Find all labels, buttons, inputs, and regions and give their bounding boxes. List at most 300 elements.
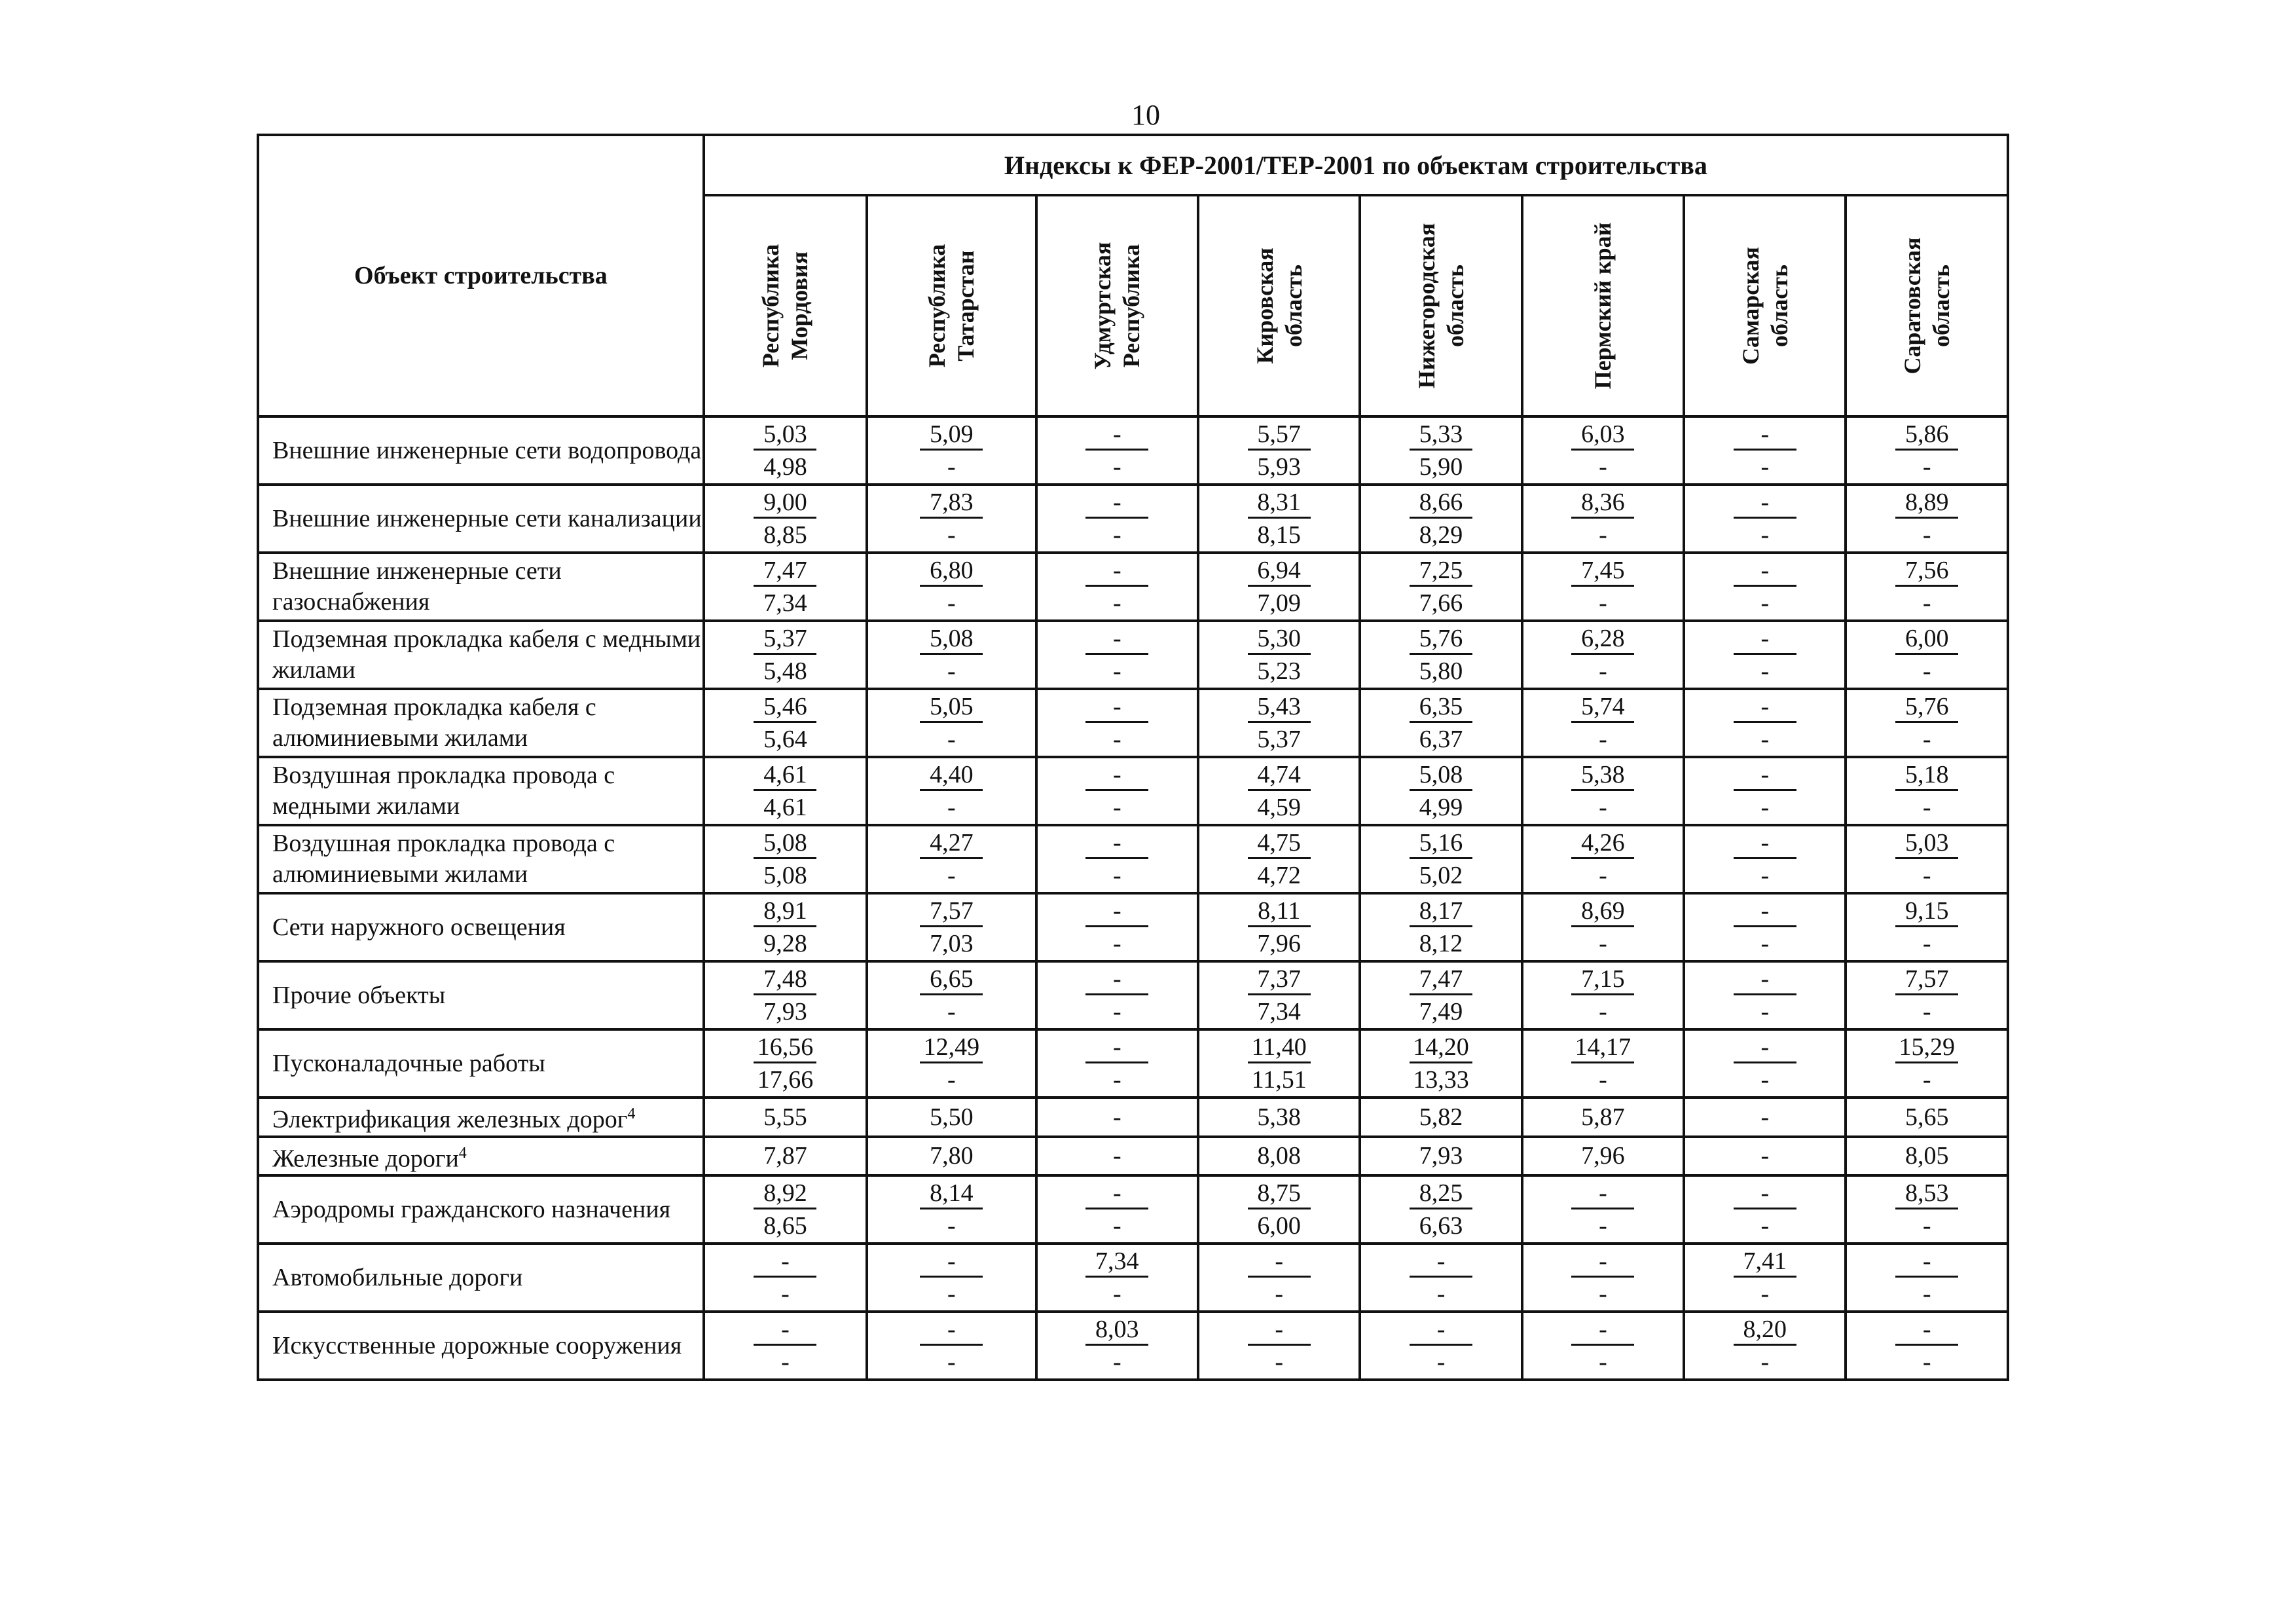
value-cell	[704, 893, 867, 961]
index-value-top: 5,86	[1895, 420, 1958, 451]
index-top-wrap	[1685, 1313, 1844, 1346]
index-value-bottom: -	[1112, 1212, 1121, 1240]
index-top-wrap	[1523, 758, 1683, 791]
index-top-wrap	[868, 486, 1034, 519]
value-cell	[704, 757, 867, 825]
region-header	[1522, 195, 1684, 416]
index-top-wrap	[1199, 758, 1358, 791]
index-value: 8,05	[1904, 1142, 1949, 1170]
value-cell	[704, 416, 867, 485]
index-value: 7,80	[930, 1142, 974, 1170]
index-value-top: -	[1895, 1247, 1958, 1278]
index-value-top: -	[1085, 1033, 1148, 1063]
index-value: 5,82	[1419, 1103, 1463, 1131]
index-value: 8,08	[1257, 1142, 1301, 1170]
index-top-wrap	[1523, 1245, 1683, 1278]
row-label: Внешние инженерные сети водопровода	[272, 436, 702, 464]
index-value-top: 5,03	[1895, 828, 1958, 859]
value-cell	[1360, 1175, 1522, 1244]
index-value-top: 7,47	[1410, 965, 1472, 995]
row-label-cell	[258, 961, 704, 1029]
index-top-wrap	[705, 486, 866, 519]
index-top-wrap	[1361, 758, 1520, 791]
index-value-top: -	[1734, 828, 1796, 859]
index-value: -	[1112, 1142, 1121, 1170]
index-value-bottom: 4,98	[763, 453, 807, 481]
value-cell	[1036, 1029, 1198, 1098]
table-row	[258, 757, 2008, 825]
index-value-bottom: -	[1922, 657, 1931, 685]
index-value-bottom: -	[1599, 1348, 1607, 1376]
value-cell	[1036, 1098, 1198, 1137]
index-top-wrap	[1361, 1031, 1520, 1063]
index-value-bottom: -	[1922, 1280, 1931, 1308]
index-value-top: -	[1571, 1179, 1634, 1209]
index-value-top: 4,26	[1571, 828, 1634, 859]
object-column-header: Объект строительства	[258, 135, 704, 416]
index-value-top: -	[1571, 1315, 1634, 1346]
index-value-top: 7,25	[1410, 556, 1472, 587]
value-cell	[704, 485, 867, 553]
index-top-wrap	[705, 1031, 866, 1063]
index-value-top: 15,29	[1895, 1033, 1958, 1063]
index-top-wrap	[1523, 895, 1683, 927]
index-value: 5,65	[1904, 1103, 1949, 1131]
value-cell	[1522, 485, 1684, 553]
index-value-bottom: -	[1760, 794, 1770, 821]
index-value-bottom: 7,93	[763, 998, 807, 1025]
index-value-top: 7,56	[1895, 556, 1958, 587]
index-table	[257, 134, 2009, 1381]
index-value-top: -	[1734, 965, 1796, 995]
value-cell	[1198, 893, 1360, 961]
index-value-bottom: 7,96	[1257, 930, 1301, 957]
index-value-bottom: 8,65	[763, 1212, 807, 1240]
value-cell	[867, 416, 1036, 485]
index-top-wrap	[1361, 895, 1520, 927]
row-label-cell	[258, 1244, 704, 1312]
index-value-bottom: -	[1112, 862, 1121, 889]
footnote-marker: 4	[627, 1105, 636, 1122]
value-cell	[704, 961, 867, 1029]
index-value-top: 7,47	[754, 556, 816, 587]
index-value-top: 5,46	[754, 692, 816, 723]
value-cell	[867, 1098, 1036, 1137]
index-value-bottom: -	[1112, 1348, 1121, 1376]
index-value-bottom: 5,37	[1257, 726, 1301, 753]
index-top-wrap	[1685, 1031, 1844, 1063]
index-top-wrap	[1199, 1031, 1358, 1063]
index-value-top: 8,25	[1410, 1179, 1472, 1209]
region-header-label: Самарская область	[1737, 247, 1793, 365]
index-value-bottom: -	[1922, 794, 1931, 821]
value-cell	[867, 1244, 1036, 1312]
index-top-wrap	[868, 826, 1034, 859]
index-top-wrap	[1361, 690, 1520, 723]
row-label-cell	[258, 1098, 704, 1137]
index-top-wrap	[1199, 690, 1358, 723]
value-cell	[1198, 1029, 1360, 1098]
value-cell	[704, 1312, 867, 1380]
value-cell	[1846, 416, 2008, 485]
value-cell	[1522, 1244, 1684, 1312]
index-top-wrap	[1038, 1245, 1197, 1278]
index-top-wrap	[1847, 1313, 2007, 1346]
index-value-bottom: -	[1922, 930, 1931, 957]
index-value-bottom: -	[1760, 862, 1770, 889]
value-cell	[1036, 1175, 1198, 1244]
value-cell	[1684, 1312, 1846, 1380]
index-value-bottom: -	[947, 1066, 956, 1094]
row-label: Воздушная прокладка провода с медными жилами	[272, 762, 615, 820]
index-value-top: 7,34	[1085, 1247, 1148, 1278]
index-top-wrap	[705, 690, 866, 723]
index-top-wrap	[1685, 1245, 1844, 1278]
index-top-wrap	[1523, 963, 1683, 995]
index-top-wrap	[1847, 418, 2007, 451]
region-header-label: Республика Татарстан	[924, 244, 979, 368]
index-value-top: -	[1734, 624, 1796, 655]
index-value-top: 8,91	[754, 896, 816, 927]
value-cell	[1198, 757, 1360, 825]
index-value: -	[1760, 1103, 1770, 1131]
index-top-wrap	[1523, 1177, 1683, 1209]
index-value-bottom: 7,03	[930, 930, 974, 957]
index-value: 5,87	[1581, 1103, 1625, 1131]
index-value-top: 7,41	[1734, 1247, 1796, 1278]
index-value-bottom: -	[781, 1348, 790, 1376]
index-value-bottom: -	[1922, 521, 1931, 549]
index-value-bottom: 8,12	[1419, 930, 1463, 957]
region-header-label: Нижегородская область	[1413, 223, 1469, 389]
index-top-wrap	[1038, 1177, 1197, 1209]
value-cell	[1198, 689, 1360, 757]
index-value-top: 4,61	[754, 760, 816, 791]
index-top-wrap	[868, 622, 1034, 655]
value-cell	[1036, 961, 1198, 1029]
value-cell	[1036, 893, 1198, 961]
row-label: Аэродромы гражданского назначения	[272, 1195, 671, 1223]
index-value-top: 5,03	[754, 420, 816, 451]
value-cell	[1522, 621, 1684, 689]
row-label-cell	[258, 416, 704, 485]
row-label-cell	[258, 1029, 704, 1098]
region-header	[1036, 195, 1198, 416]
value-cell	[1846, 893, 2008, 961]
index-top-wrap	[1847, 690, 2007, 723]
value-cell	[1684, 757, 1846, 825]
index-value-top: 5,09	[920, 420, 983, 451]
index-top-wrap	[1038, 1313, 1197, 1346]
index-value-bottom: 8,85	[763, 521, 807, 549]
index-value-top: -	[1248, 1315, 1311, 1346]
index-value-top: 8,17	[1410, 896, 1472, 927]
index-value-bottom: -	[1275, 1280, 1283, 1308]
index-value-top: -	[1734, 1033, 1796, 1063]
index-top-wrap	[1361, 1313, 1520, 1346]
index-value-bottom: -	[1436, 1348, 1446, 1376]
index-value-bottom: 5,48	[763, 657, 807, 685]
index-value-top: 4,75	[1248, 828, 1311, 859]
value-cell	[704, 1137, 867, 1176]
index-top-wrap	[705, 895, 866, 927]
value-cell	[867, 825, 1036, 893]
value-cell	[867, 1029, 1036, 1098]
index-value-top: 8,92	[754, 1179, 816, 1209]
table-row	[258, 1312, 2008, 1380]
index-value-bottom: -	[1599, 1212, 1607, 1240]
value-cell	[1846, 1137, 2008, 1176]
index-value-bottom: 17,66	[757, 1066, 814, 1094]
index-top-wrap	[1523, 690, 1683, 723]
index-value-top: 11,40	[1248, 1033, 1311, 1063]
index-top-wrap	[1685, 758, 1844, 791]
value-cell	[1684, 1244, 1846, 1312]
index-value-bottom: 5,90	[1419, 453, 1463, 481]
value-cell	[1360, 416, 1522, 485]
index-value-bottom: 8,15	[1257, 521, 1301, 549]
table-row	[258, 689, 2008, 757]
value-cell	[1522, 416, 1684, 485]
row-label-cell	[258, 757, 704, 825]
index-value-bottom: 6,00	[1257, 1212, 1301, 1240]
index-value-top: 5,74	[1571, 692, 1634, 723]
index-top-wrap	[1361, 418, 1520, 451]
table-row	[258, 416, 2008, 485]
index-value: 7,93	[1419, 1142, 1463, 1170]
index-top-wrap	[705, 1313, 866, 1346]
index-value-bottom: 8,29	[1419, 521, 1463, 549]
value-cell	[1846, 1312, 2008, 1380]
index-top-wrap	[1847, 758, 2007, 791]
index-value-top: 8,11	[1248, 896, 1311, 927]
index-top-wrap	[1038, 963, 1197, 995]
value-cell	[1360, 961, 1522, 1029]
value-cell	[1522, 1312, 1684, 1380]
index-top-wrap	[1847, 895, 2007, 927]
index-top-wrap	[1685, 895, 1844, 927]
index-value-top: -	[1248, 1247, 1311, 1278]
value-cell	[704, 553, 867, 621]
index-top-wrap	[1199, 1177, 1358, 1209]
value-cell	[1036, 1137, 1198, 1176]
index-top-wrap	[1038, 622, 1197, 655]
value-cell	[1198, 825, 1360, 893]
index-value-top: 8,66	[1410, 488, 1472, 519]
index-value-top: 8,20	[1734, 1315, 1796, 1346]
index-top-wrap	[705, 826, 866, 859]
index-top-wrap	[868, 758, 1034, 791]
index-top-wrap	[1685, 690, 1844, 723]
table-row	[258, 1244, 2008, 1312]
value-cell	[1036, 485, 1198, 553]
index-value: -	[1112, 1103, 1121, 1131]
value-cell	[1360, 1029, 1522, 1098]
index-top-wrap	[1847, 1245, 2007, 1278]
index-value-bottom: 7,34	[1257, 998, 1301, 1025]
index-value-bottom: 5,93	[1257, 453, 1301, 481]
index-value-top: 7,83	[920, 488, 983, 519]
index-value-top: -	[920, 1315, 983, 1346]
index-value-bottom: -	[1760, 521, 1770, 549]
index-value-bottom: -	[1922, 726, 1931, 753]
value-cell	[1036, 1312, 1198, 1380]
value-cell	[867, 1312, 1036, 1380]
index-value-bottom: -	[1922, 453, 1931, 481]
index-value-bottom: -	[1112, 930, 1121, 957]
index-value-bottom: -	[1760, 726, 1770, 753]
index-top-wrap	[1038, 1031, 1197, 1063]
index-value-bottom: -	[1112, 998, 1121, 1025]
index-value-top: -	[1734, 1179, 1796, 1209]
index-value-bottom: -	[1760, 1212, 1770, 1240]
value-cell	[1522, 893, 1684, 961]
index-value-top: -	[1734, 420, 1796, 451]
value-cell	[867, 553, 1036, 621]
region-header	[1198, 195, 1360, 416]
row-label: Сети наружного освещения	[272, 913, 566, 941]
index-top-wrap	[868, 963, 1034, 995]
index-value-top: -	[1734, 760, 1796, 791]
row-label: Пусконаладочные работы	[272, 1049, 545, 1077]
value-cell	[1846, 553, 2008, 621]
index-value-top: -	[1734, 556, 1796, 587]
region-header-label: Удмуртская Республика	[1089, 242, 1145, 370]
row-label-cell	[258, 689, 704, 757]
value-cell	[867, 1175, 1036, 1244]
value-cell	[1198, 621, 1360, 689]
row-label: Прочие объекты	[272, 981, 446, 1009]
value-cell	[704, 1029, 867, 1098]
index-value-top: 5,08	[920, 624, 983, 655]
row-label-cell	[258, 1137, 704, 1176]
index-value-bottom: 6,63	[1419, 1212, 1463, 1240]
index-value-bottom: -	[1760, 589, 1770, 617]
index-value-top: -	[1085, 556, 1148, 587]
index-value-bottom: -	[947, 657, 956, 685]
index-value-top: 6,65	[920, 965, 983, 995]
region-header	[704, 195, 867, 416]
index-top-wrap	[705, 963, 866, 995]
index-value-bottom: -	[947, 1212, 956, 1240]
index-top-wrap	[868, 1031, 1034, 1063]
value-cell	[1360, 621, 1522, 689]
table-row	[258, 621, 2008, 689]
index-top-wrap	[1199, 418, 1358, 451]
row-label-cell	[258, 621, 704, 689]
index-value-top: 5,08	[1410, 760, 1472, 791]
footnote-marker: 4	[458, 1144, 467, 1162]
value-cell	[1846, 1244, 2008, 1312]
value-cell	[1360, 553, 1522, 621]
region-header	[1846, 195, 2008, 416]
value-cell	[1036, 825, 1198, 893]
index-value-top: -	[1085, 828, 1148, 859]
index-value-top: 5,57	[1248, 420, 1311, 451]
value-cell	[867, 485, 1036, 553]
value-cell	[1198, 961, 1360, 1029]
region-header	[867, 195, 1036, 416]
index-top-wrap	[705, 554, 866, 587]
index-value-top: 14,17	[1571, 1033, 1634, 1063]
value-cell	[1360, 825, 1522, 893]
index-top-wrap	[1523, 622, 1683, 655]
index-value-top: 8,03	[1085, 1315, 1148, 1346]
value-cell	[1522, 825, 1684, 893]
index-top-wrap	[1199, 622, 1358, 655]
index-value-top: 5,18	[1895, 760, 1958, 791]
value-cell	[1360, 1244, 1522, 1312]
index-value-top: 8,89	[1895, 488, 1958, 519]
index-top-wrap	[1685, 622, 1844, 655]
index-value-top: 8,14	[920, 1179, 983, 1209]
value-cell	[1360, 485, 1522, 553]
index-value-top: 5,33	[1410, 420, 1472, 451]
index-value-top: 5,08	[754, 828, 816, 859]
index-value-bottom: -	[1275, 1348, 1283, 1376]
value-cell	[1360, 1312, 1522, 1380]
index-value-top: 9,00	[754, 488, 816, 519]
value-cell	[1846, 1175, 2008, 1244]
index-value-top: 5,76	[1410, 624, 1472, 655]
value-cell	[704, 825, 867, 893]
index-value-bottom: -	[1112, 657, 1121, 685]
index-value-top: 5,38	[1571, 760, 1634, 791]
index-top-wrap	[1847, 1177, 2007, 1209]
value-cell	[1198, 1098, 1360, 1137]
value-cell	[1846, 689, 2008, 757]
index-value-bottom: 13,33	[1413, 1066, 1469, 1094]
index-value-top: 4,27	[920, 828, 983, 859]
value-cell	[1846, 1098, 2008, 1137]
index-value-bottom: 5,80	[1419, 657, 1463, 685]
index-value-bottom: 5,23	[1257, 657, 1301, 685]
value-cell	[1684, 825, 1846, 893]
value-cell	[1198, 485, 1360, 553]
index-value-bottom: -	[1112, 589, 1121, 617]
index-top-wrap	[868, 895, 1034, 927]
index-value-top: 7,15	[1571, 965, 1634, 995]
index-value-bottom: -	[1112, 1280, 1121, 1308]
row-label-cell	[258, 1312, 704, 1380]
value-cell	[1522, 1175, 1684, 1244]
index-value-bottom: 5,02	[1419, 862, 1463, 889]
index-value-bottom: -	[1922, 998, 1931, 1025]
index-value-bottom: -	[1599, 657, 1607, 685]
indices-group-header: Индексы к ФЕР-2001/ТЕР-2001 по объектам строительства	[704, 135, 2008, 195]
value-cell	[1198, 553, 1360, 621]
index-value-top: -	[1085, 488, 1148, 519]
index-top-wrap	[1847, 554, 2007, 587]
value-cell	[1684, 416, 1846, 485]
index-value-bottom: -	[1922, 1348, 1931, 1376]
index-value-bottom: 6,37	[1419, 726, 1463, 753]
index-value-bottom: -	[1922, 589, 1931, 617]
value-cell	[1522, 757, 1684, 825]
index-value-top: -	[1410, 1247, 1472, 1278]
index-value-bottom: -	[1112, 726, 1121, 753]
index-value-bottom: -	[1112, 453, 1121, 481]
index-value-top: 5,05	[920, 692, 983, 723]
value-cell	[704, 621, 867, 689]
index-value-top: -	[1895, 1315, 1958, 1346]
region-header-label: Саратовская область	[1899, 237, 1955, 375]
index-value-bottom: -	[1599, 862, 1607, 889]
index-value-bottom: -	[1922, 1212, 1931, 1240]
index-value-bottom: -	[1599, 1066, 1607, 1094]
index-value-top: 7,57	[1895, 965, 1958, 995]
index-value-bottom: -	[1760, 1280, 1770, 1308]
